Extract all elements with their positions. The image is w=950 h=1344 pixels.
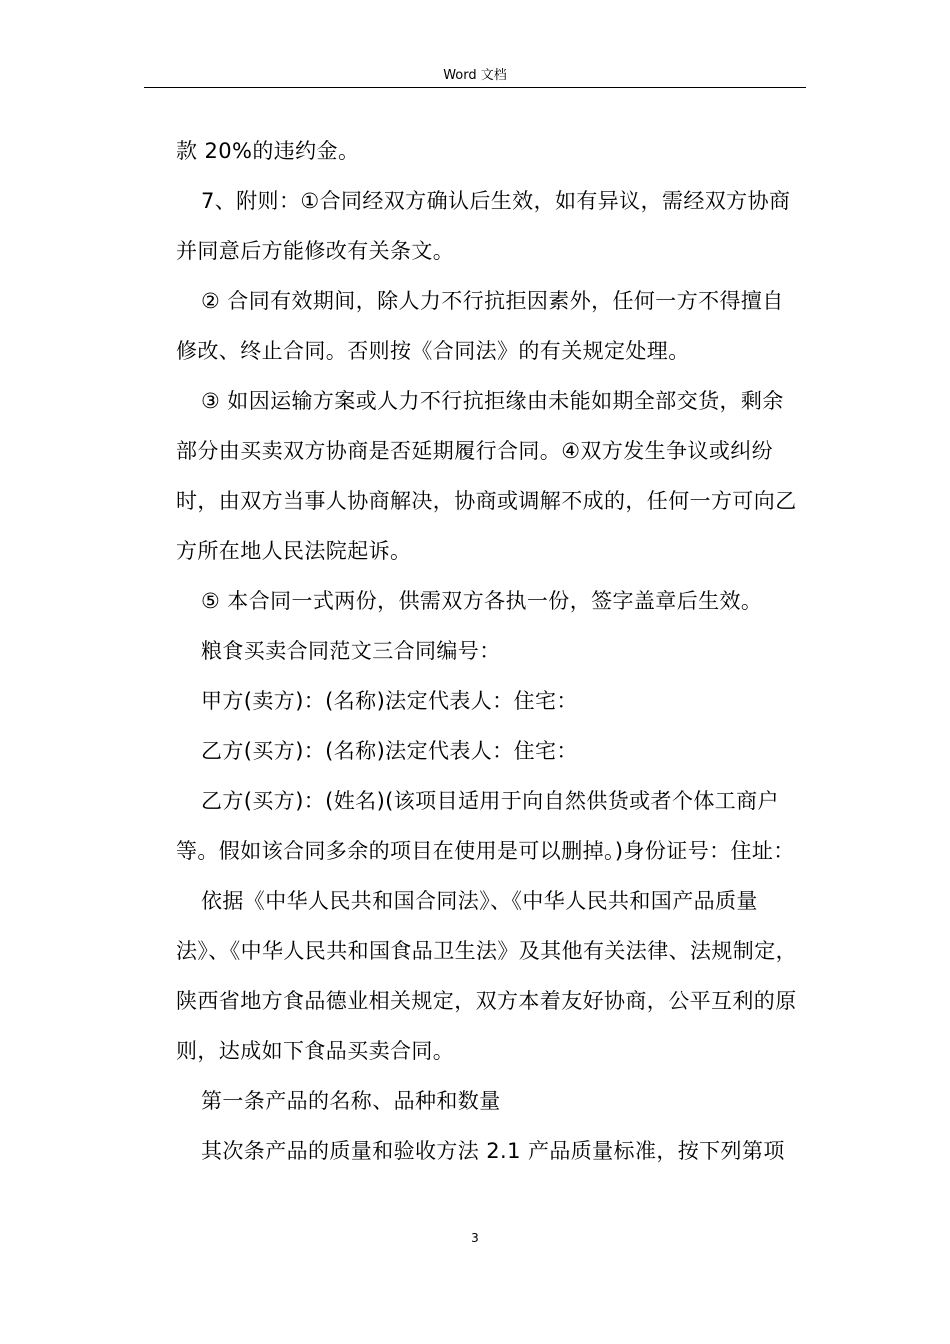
paragraph-supplementary-3-4: ③ 如因运输方案或人力不行抗拒缘由未能如期全部交货，剩余部分由买卖双方协商是否延期履行合同。④双方发生争议或纠纷时，由双方当事人协商解决，协商或调解不成的，任何一方可向乙方所在地人民法院起诉。 xyxy=(176,389,797,563)
document-body xyxy=(176,126,804,1176)
paragraph-contract-three-title: 粮食买卖合同范文三合同编号： xyxy=(201,639,501,663)
paragraph-legal-basis: 依据《中华人民共和国合同法》、《中华人民共和国产品质量法》、《中华人民共和国食品卫生法》及其他有关法律、法规制定，陕西省地方食品德业相关规定，双方本着友好协商，公平互利的原则，达成如下食品买卖合同。 xyxy=(176,889,797,1063)
paragraph-article-two: 其次条产品的质量和验收方法 2.1 产品质量标准，按下列第项 xyxy=(201,1139,785,1163)
paragraph-supplementary-2: ② 合同有效期间，除人力不行抗拒因素外，任何一方不得擅自修改、终止合同。否则按《合同法》的有关规定处理。 xyxy=(176,289,784,363)
paragraph-party-a: 甲方(卖方)：(名称)法定代表人：住宅： xyxy=(201,689,578,713)
paragraph-supplementary-5: ⑤ 本合同一式两份，供需双方各执一份，签字盖章后生效。 xyxy=(201,589,763,613)
paragraph-penalty-tail: 款 20%的违约金。 xyxy=(176,139,360,163)
paragraph-party-b: 乙方(买方)：(名称)法定代表人：住宅： xyxy=(201,739,578,763)
paragraph-supplementary-1: 7、附则：①合同经双方确认后生效，如有异议，需经双方协商并同意后方能修改有关条文。 xyxy=(176,189,791,263)
page-number: 3 xyxy=(471,1231,479,1245)
paragraph-party-b-individual: 乙方(买方)：(姓名)(该项目适用于向自然供货或者个体工商户等。假如该合同多余的项目在使用是可以删掉。)身份证号：住址： xyxy=(176,789,795,863)
page-header: Word 文档 xyxy=(443,68,507,83)
header-rule xyxy=(144,87,806,88)
paragraph-article-one: 第一条产品的名称、品种和数量 xyxy=(201,1089,501,1113)
